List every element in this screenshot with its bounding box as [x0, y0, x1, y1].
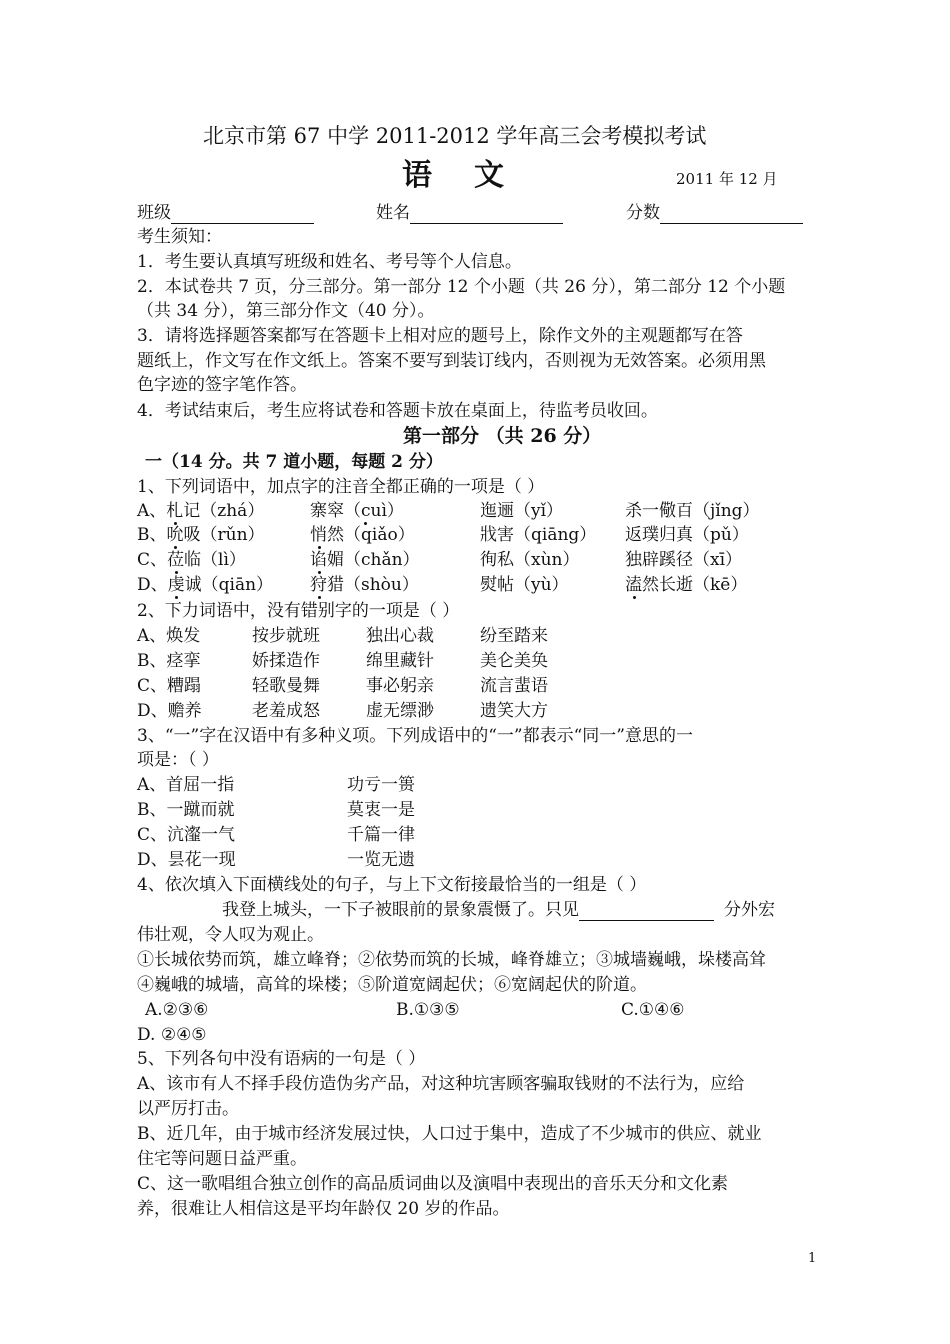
q1-option-b-word3: 戕害（qiāng）	[480, 525, 597, 545]
q5-line: A、该市有人不择手段仿造伪劣产品，对这种坑害顾客骗取钱财的不法行为，应给	[137, 1074, 745, 1094]
dotted-char: 悄	[310, 525, 327, 545]
q2-row-d-1: D、赡养	[137, 701, 202, 721]
word-text: 记（zhá）	[183, 501, 265, 521]
word-text: 独辟	[625, 550, 659, 570]
q2-row-b-4: 美仑美奂	[480, 651, 548, 671]
q5-line: 养，很难让人相信这是平均年龄仅 20 岁的作品。	[137, 1199, 510, 1219]
q5-line: 住宅等问题日益严重。	[137, 1149, 307, 1169]
q4-choice-b: B.①③⑤	[396, 1000, 460, 1020]
q2-row-a-1: A、焕发	[137, 626, 201, 646]
dotted-char: 虔	[167, 575, 185, 595]
q1-option-c	[137, 549, 246, 571]
q3-row-c-1: C、沆瀣一气	[137, 825, 236, 845]
word-text: 寨	[310, 501, 327, 521]
page-number: 1	[808, 1251, 817, 1266]
q2-row-b-2: 娇揉造作	[252, 651, 320, 671]
word-text: 蹊径（xī）	[659, 550, 743, 570]
q1-option-d-word4	[625, 574, 747, 596]
q2-row-b-1: B、痉挛	[137, 651, 201, 671]
option-letter: A、	[137, 501, 167, 521]
word-text: 返璞	[625, 525, 659, 545]
dotted-char: 谄	[310, 550, 327, 570]
q3-row-d-2: 一览无遗	[347, 850, 415, 870]
q3-stem-cont: 项是：（ ）	[137, 750, 219, 770]
q3-stem: 3、“一”字在汉语中有多种义项。下列成语中的“一”都表示“同一”意思的一	[137, 726, 693, 746]
notice-heading: 考生须知：	[137, 227, 222, 247]
passage-blank	[579, 904, 714, 921]
q4-options-cont: ④巍峨的城墙，高耸的垛楼；⑤阶道宽阔起伏；⑥宽阔起伏的阶道。	[137, 975, 647, 995]
notice-item: 色字迹的签字笔作答。	[137, 375, 307, 395]
q4-passage	[222, 899, 775, 921]
word-text: 媚（chǎn）	[327, 550, 420, 570]
option-letter: D、	[137, 575, 168, 595]
notice-item: 3．请将选择题答案都写在答题卡上相对应的题号上，除作文外的主观题都写在答	[137, 326, 743, 346]
q3-row-d-1: D、昙花一现	[137, 850, 236, 870]
passage-text: 我登上城头，一下子被眼前的景象震慑了。只见	[222, 900, 579, 920]
exam-date: 2011 年 12 月	[676, 170, 778, 188]
q3-row-b-2: 莫衷一是	[347, 800, 415, 820]
dotted-char: 吮	[166, 525, 184, 545]
q4-choice-d: D. ②④⑤	[137, 1025, 207, 1045]
q1-option-b-word2	[310, 524, 415, 546]
q2-row-c-3: 事必躬亲	[366, 676, 434, 696]
q1-option-a-word3: 迤逦（yǐ）	[480, 501, 564, 521]
q4-options: ①长城依势而筑，雄立峰脊；②依势而筑的长城，峰脊雄立；③城墙巍峨，垛楼高耸	[137, 950, 766, 970]
q3-row-b-1: B、一蹴而就	[137, 800, 235, 820]
q2-row-d-4: 遗笑大方	[480, 701, 548, 721]
class-blank	[171, 207, 314, 224]
group1-heading: 一（14 分。共 7 道小题，每题 2 分）	[145, 452, 443, 472]
q2-stem: 2、下力词语中，没有错别字的一项是（ ）	[137, 601, 460, 621]
dotted-char: 溘	[625, 575, 642, 595]
q1-stem: 1、下列词语中，加点字的注音全都正确的一项是（ ）	[137, 477, 545, 497]
name-label: 姓名	[376, 203, 410, 223]
q2-row-d-2: 老羞成怒	[252, 701, 320, 721]
q1-option-d-word2	[310, 574, 419, 596]
q1-option-c-word4	[625, 549, 742, 571]
q2-row-b-3: 绵里藏针	[366, 651, 434, 671]
word-text: 猎（shòu）	[327, 575, 419, 595]
q1-option-d-word3: 熨帖（yù）	[480, 575, 569, 595]
option-letter: B、	[137, 525, 167, 545]
class-label: 班级	[137, 203, 171, 223]
q3-row-a-1: A、首屈一指	[137, 775, 235, 795]
q2-row-c-1: C、糟蹋	[137, 676, 202, 696]
word-text: 归真（pǔ）	[659, 525, 749, 545]
q2-row-c-2: 轻歌曼舞	[252, 676, 320, 696]
word-text: 诚（qiān）	[184, 575, 274, 595]
exam-title: 北京市第 67 中学 2011-2012 学年高三会考模拟考试	[203, 124, 707, 148]
score-label: 分数	[626, 203, 660, 223]
notice-item: 题纸上，作文写在作文纸上。答案不要写到装订线内，否则视为无效答案。必须用黑	[137, 351, 766, 371]
q5-line: B、近几年，由于城市经济发展过快，人口过于集中，造成了不少城市的供应、就业	[137, 1124, 762, 1144]
q1-option-c-word2	[310, 549, 420, 571]
q1-option-a-word4	[625, 500, 760, 522]
word-text: 杀一儆	[625, 501, 676, 521]
q4-choice-a: A.②③⑥	[145, 1000, 209, 1020]
notice-item: （共 34 分），第三部分作文（40 分）。	[137, 301, 435, 321]
q5-stem: 5、下列各句中没有语病的一句是（ ）	[137, 1049, 426, 1069]
q2-row-a-4: 纷至踏来	[480, 626, 548, 646]
q2-row-a-2: 按步就班	[252, 626, 320, 646]
class-field	[137, 202, 314, 224]
name-blank	[410, 207, 563, 224]
q3-row-c-2: 千篇一律	[347, 825, 415, 845]
option-letter: C、	[137, 550, 168, 570]
passage-text: 分外宏	[724, 900, 775, 920]
q1-option-b-word4	[625, 524, 749, 546]
score-blank	[660, 207, 803, 224]
q5-line: 以严厉打击。	[137, 1099, 239, 1119]
dotted-char: 莅	[167, 550, 185, 570]
dotted-char: 狩	[310, 575, 327, 595]
q5-line: C、这一歌唱组合独立创作的高品质词曲以及演唱中表现出的音乐天分和文化素	[137, 1174, 729, 1194]
q1-option-a-word2	[310, 500, 404, 522]
dotted-char: 窣（cuì）	[327, 501, 404, 521]
q1-option-d	[137, 574, 273, 596]
q4-choice-c: C.①④⑥	[621, 1000, 685, 1020]
subject-title: 语文	[402, 158, 546, 193]
word-text: 然（qiǎo）	[327, 525, 415, 545]
word-text: 百（jǐng）	[676, 501, 760, 521]
word-text: 然长逝（kē）	[642, 575, 748, 595]
q3-row-a-2: 功亏一篑	[347, 775, 415, 795]
part1-heading: 第一部分 （共 26 分）	[403, 425, 602, 447]
notice-item: 1．考生要认真填写班级和姓名、考号等个人信息。	[137, 252, 522, 272]
dotted-char: 札	[166, 501, 184, 521]
notice-item: 2．本试卷共 7 页，分三部分。第一部分 12 个小题（共 26 分），第二部分 12 个小题	[137, 277, 786, 297]
word-text: 吸（rǔn）	[183, 525, 265, 545]
q2-row-c-4: 流言蜚语	[480, 676, 548, 696]
q1-option-c-word3: 徇私（xùn）	[480, 550, 580, 570]
notice-item: 4．考试结束后，考生应将试卷和答题卡放在桌面上，待监考员收回。	[137, 401, 658, 421]
q2-row-d-3: 虚无缥渺	[366, 701, 434, 721]
q4-stem: 4、依次填入下面横线处的句子，与上下文衔接最恰当的一组是（ ）	[137, 875, 647, 895]
q1-option-b	[137, 524, 265, 546]
score-field	[626, 202, 803, 224]
q1-option-a	[137, 500, 264, 522]
q2-row-a-3: 独出心裁	[366, 626, 434, 646]
q4-passage-cont: 伟壮观，令人叹为观止。	[137, 925, 324, 945]
word-text: 临（lì）	[184, 550, 246, 570]
name-field	[376, 202, 563, 224]
